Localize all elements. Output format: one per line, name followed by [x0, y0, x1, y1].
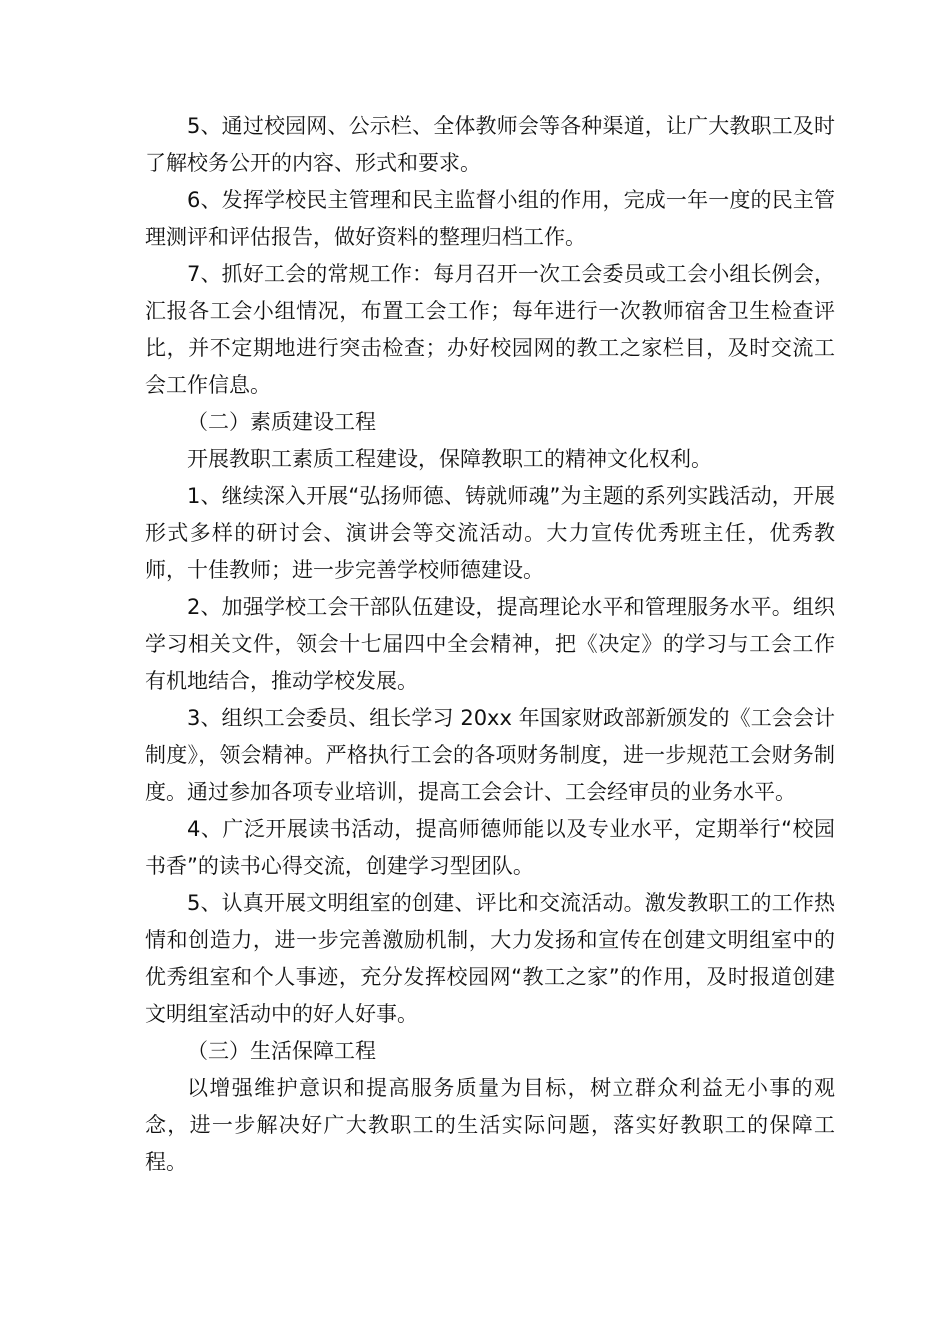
paragraph-item-5-transparency: 5、通过校园网、公示栏、全体教师会等各种渠道，让广大教职工及时了解校务公开的内容、形式和要求。 — [145, 114, 835, 175]
paragraph-item-5-civilized-office: 5、认真开展文明组室的创建、评比和交流活动。激发教职工的工作热情和创造力，进一步完善激励机制，大力发扬和宣传在创建文明组室中的优秀组室和个人事迹，充分发挥校园网“教工之家”的作用，及时报道创建文明组室活动中的好人好事。 — [145, 891, 835, 1026]
paragraph-item-1-ethics: 1、继续深入开展“弘扬师德、铸就师魂”为主题的系列实践活动，开展形式多样的研讨会、演讲会等交流活动。大力宣传优秀班主任，优秀教师，十佳教师；进一步完善学校师德建设。 — [145, 484, 835, 582]
paragraph-item-7-routine-work: 7、抓好工会的常规工作：每月召开一次工会委员或工会小组长例会，汇报各工会小组情况，布置工会工作；每年进行一次教师宿舍卫生检查评比，并不定期地进行突击检查；办好校园网的教工之家栏目，及时交流工会工作信息。 — [145, 262, 835, 397]
paragraph-item-2-cadre-building: 2、加强学校工会干部队伍建设，提高理论水平和管理服务水平。组织学习相关文件，领会十七届四中全会精神，把《决定》的学习与工会工作有机地结合，推动学校发展。 — [145, 595, 835, 693]
paragraph-life-security-intro: 以增强维护意识和提高服务质量为目标，树立群众利益无小事的观念，进一步解决好广大教职工的生活实际问题，落实好教职工的保障工程。 — [145, 1076, 835, 1174]
document-body — [145, 108, 835, 1181]
paragraph-item-3-accounting: 3、组织工会委员、组长学习 20xx 年国家财政部新颁发的《工会会计制度》，领会精神。严格执行工会的各项财务制度，进一步规范工会财务制度。通过参加各项专业培训，提高工会会计、工会经审员的业务水平。 — [145, 706, 835, 804]
paragraph-item-6-democratic-management: 6、发挥学校民主管理和民主监督小组的作用，完成一年一度的民主管理测评和评估报告，做好资料的整理归档工作。 — [145, 188, 835, 249]
paragraph-quality-intro: 开展教职工素质工程建设，保障教职工的精神文化权利。 — [187, 447, 712, 471]
section-heading-life-security: （三）生活保障工程 — [187, 1039, 376, 1063]
paragraph-item-4-reading: 4、广泛开展读书活动，提高师德师能以及专业水平，定期举行“校园书香”的读书心得交流，创建学习型团队。 — [145, 817, 835, 878]
section-heading-quality-building: （二）素质建设工程 — [187, 410, 376, 434]
